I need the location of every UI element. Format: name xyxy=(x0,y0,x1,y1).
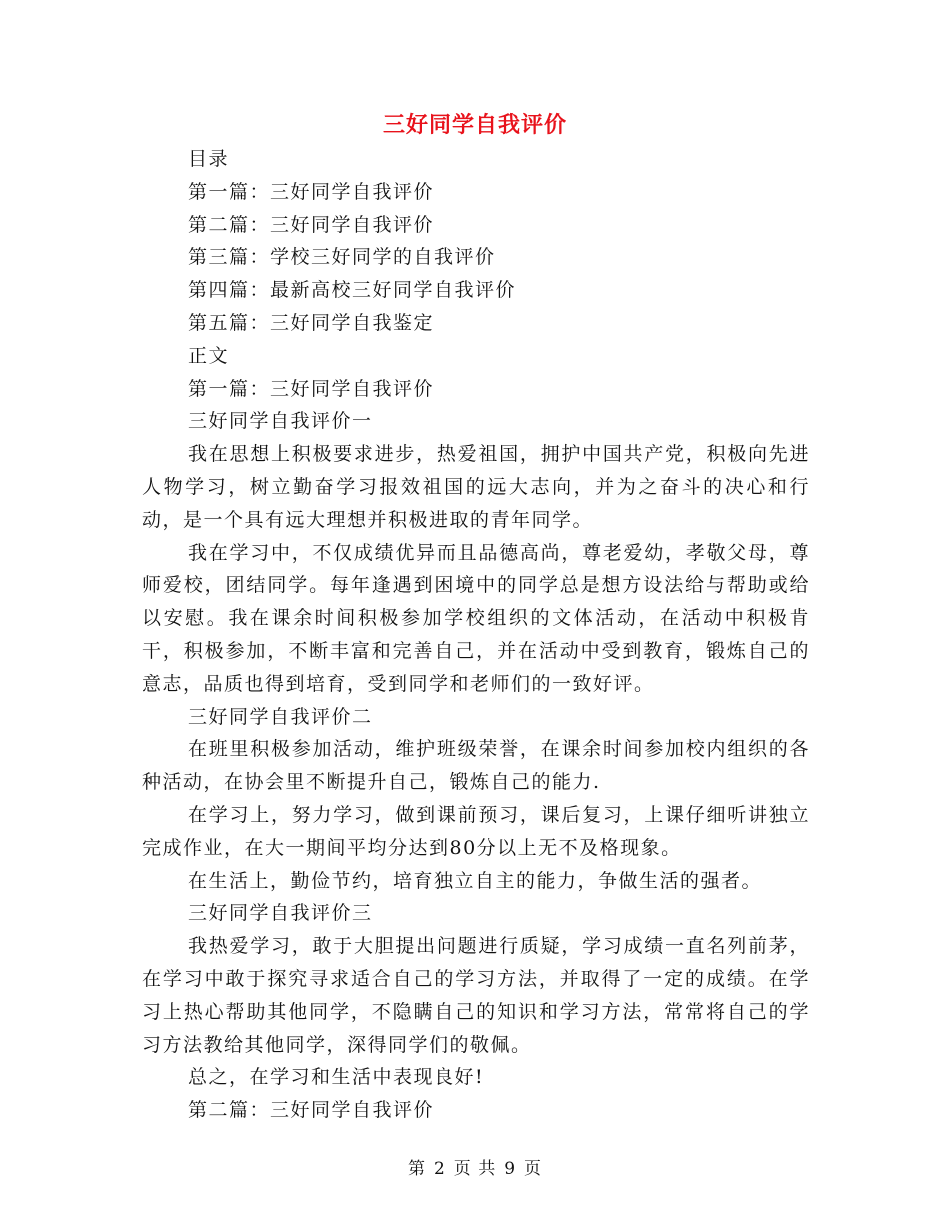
document-title: 三好同学自我评价 xyxy=(382,112,567,138)
footer-mid: 页 共 xyxy=(453,1159,497,1179)
toc-item: 第五篇：三好同学自我鉴定 xyxy=(188,311,435,334)
paragraph: 总之，在学习和生活中表现良好! xyxy=(188,1066,485,1089)
total-pages: 9 xyxy=(504,1159,517,1179)
paragraph: 在学习上，努力学习，做到课前预习，课后复习，上课仔细听讲独立完成作业，在大一期间平均分达到80分以上无不及格现象。 xyxy=(142,803,810,859)
toc-item: 第二篇：三好同学自我评价 xyxy=(188,213,435,236)
footer-suffix: 页 xyxy=(524,1159,543,1179)
part-heading: 三好同学自我评价一 xyxy=(188,410,373,433)
section-heading: 第一篇：三好同学自我评价 xyxy=(188,377,435,400)
toc-item: 第一篇：三好同学自我评价 xyxy=(188,180,435,203)
toc-heading: 目录 xyxy=(188,148,230,170)
paragraph: 在生活上，勤俭节约，培育独立自主的能力，争做生活的强者。 xyxy=(188,869,763,892)
page-footer xyxy=(0,1154,950,1179)
paragraph: 在班里积极参加活动，维护班级荣誉，在课余时间参加校内组织的各种活动，在协会里不断提升自己，锻炼自己的能力. xyxy=(142,738,810,794)
paragraph: 我热爱学习，敢于大胆提出问题进行质疑，学习成绩一直名列前茅，在学习中敢于探究寻求适合自己的学习方法，并取得了一定的成绩。在学习上热心帮助其他同学，不隐瞒自己的知识和学习方法，常常将自己的学习方法教给其他同学，深得同学们的敬佩。 xyxy=(142,935,810,1056)
toc-item: 第三篇：学校三好同学的自我评价 xyxy=(188,246,496,269)
toc-item: 第四篇：最新高校三好同学自我评价 xyxy=(188,279,517,302)
footer-prefix: 第 xyxy=(407,1159,426,1179)
page-number: 2 xyxy=(433,1159,446,1179)
paragraph: 我在学习中，不仅成绩优异而且品德高尚，尊老爱幼，孝敬父母，尊师爱校，团结同学。每年逢遇到困境中的同学总是想方设法给与帮助或给以安慰。我在课余时间积极参加学校组织的文体活动，在活动中积极肯干，积极参加，不断丰富和完善自己，并在活动中受到教育，锻炼自己的意志，品质也得到培育，受到同学和老师们的一致好评。 xyxy=(142,541,810,695)
document-body xyxy=(142,143,810,1127)
part-heading: 三好同学自我评价二 xyxy=(188,705,373,728)
part-heading: 三好同学自我评价三 xyxy=(188,902,373,925)
section-heading: 第二篇：三好同学自我评价 xyxy=(188,1099,435,1122)
body-heading: 正文 xyxy=(188,344,230,367)
paragraph: 我在思想上积极要求进步，热爱祖国，拥护中国共产党，积极向先进人物学习，树立勤奋学习报效祖国的远大志向，并为之奋斗的决心和行动，是一个具有远大理想并积极进取的青年同学。 xyxy=(142,443,810,531)
